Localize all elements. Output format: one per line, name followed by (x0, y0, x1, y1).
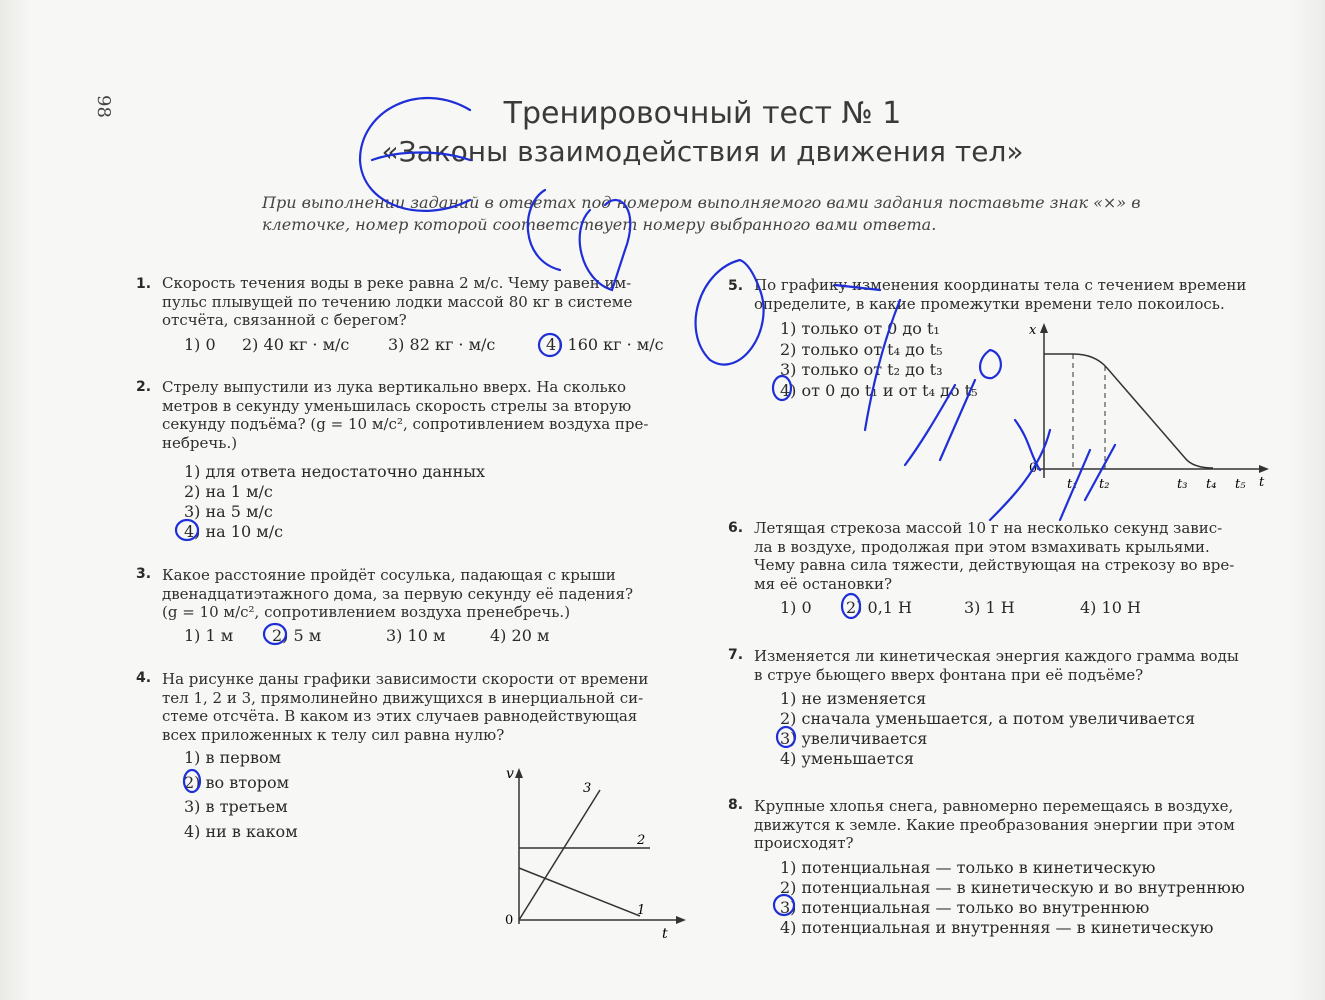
tick-t5: t₅ (1235, 477, 1246, 492)
line-label-3: 3 (583, 781, 592, 796)
origin-label: 0 (1029, 461, 1038, 476)
velocity-time-graph (490, 764, 690, 944)
instructions: При выполнении заданий в ответах под номером выполняемого вами задания поставьте знак «×» в клеточке, номер которой соответствует номеру выбранного вами ответа. (262, 193, 1141, 234)
question-text: Стрелу выпустили из лука вертикально вверх. На сколько метров в секунду уменьшилась скорость стрелы за вторую секунду подъёма? (g = 10 м/с², сопротивлением воздуха пре- небречь.) (162, 378, 649, 452)
answer-option: 4) потенциальная и внутренняя — в кинетическую (780, 918, 1214, 937)
answer-option: 4) ни в каком (184, 822, 298, 841)
t-axis-label: t (1259, 475, 1265, 490)
answer-option: 3) потенциальная — только во внутреннюю (780, 898, 1150, 917)
answer-option: 1) для ответа недостаточно данных (184, 462, 486, 481)
answer-option: 3) на 5 м/с (184, 502, 273, 521)
answer-option: 2) сначала уменьшается, а потом увеличивается (780, 709, 1196, 728)
answer-option: 1) только от 0 до t₁ (780, 319, 940, 338)
question-number: 1. (136, 276, 152, 292)
coordinate-time-graph (1015, 318, 1275, 496)
tick-t1: t₁ (1067, 477, 1078, 492)
test-subtitle: «Законы взаимодействия и движения тел» (381, 135, 1024, 168)
graph-line-3 (519, 790, 600, 920)
v-axis-label: v (506, 766, 514, 782)
answer-option: 1) 0 (184, 335, 216, 354)
question-text: По графику изменения координаты тела с течением времени определите, в какие промежутки времени тело покоилось. (754, 276, 1247, 313)
answer-option: 2) 0,1 Н (846, 598, 912, 617)
question-number: 4. (136, 670, 152, 686)
answer-option: 4) уменьшается (780, 749, 914, 768)
answer-option: 3) увеличивается (780, 729, 928, 748)
test-title: Тренировочный тест № 1 (503, 96, 902, 131)
answer-option: 4) 160 кг · м/с (546, 335, 664, 354)
answer-option: 3) 82 кг · м/с (388, 335, 496, 354)
question-number: 7. (728, 647, 744, 663)
answer-option: 1) 1 м (184, 626, 234, 645)
question-number: 2. (136, 379, 152, 395)
answer-option: 2) на 1 м/с (184, 482, 273, 501)
answer-option: 3) только от t₂ до t₃ (780, 360, 943, 379)
answer-option: 1) в первом (184, 748, 282, 767)
question-text: Летящая стрекоза массой 10 г на несколько секунд завис- ла в воздухе, продолжая при этом взмахивать крыльями. Чему равна сила тяжести, действующая на стрекозу во вре- мя её остановки? (754, 519, 1235, 593)
x-axis-arrow (1040, 323, 1048, 333)
answer-option: 3) в третьем (184, 797, 288, 816)
answer-option: 2) во втором (184, 773, 290, 792)
answer-option: 4) 10 Н (1080, 598, 1141, 617)
answer-option: 1) потенциальная — только в кинетическую (780, 858, 1156, 877)
x-axis-label: x (1029, 323, 1037, 338)
page-number: 98 (92, 95, 114, 118)
answer-option: 2) 5 м (272, 626, 322, 645)
t-axis-label: t (662, 926, 668, 942)
t-axis-arrow (676, 916, 686, 924)
tick-t4: t₄ (1206, 477, 1217, 492)
answer-option: 1) 0 (780, 598, 812, 617)
question-number: 8. (728, 797, 744, 813)
answer-option: 4) на 10 м/с (184, 522, 284, 541)
question-text: На рисунке даны графики зависимости скорости от времени тел 1, 2 и 3, прямолинейно движущихся в инерциальной си- стеме отсчёта. В каком из этих случаев равнодействующая всех приложенных к телу сил равна нулю? (162, 670, 649, 744)
line-label-1: 1 (637, 903, 646, 918)
question-text: Какое расстояние пройдёт сосулька, падающая с крыши двенадцатиэтажного дома, за первую секунду её падения? (g = 10 м/с², сопротивлением воздуха пренебречь.) (162, 566, 634, 621)
question-number: 6. (728, 520, 744, 536)
v-axis-arrow (515, 768, 523, 778)
question-number: 3. (136, 566, 152, 582)
answer-option: 4) от 0 до t₁ и от t₄ до t₅ (780, 381, 978, 400)
question-number: 5. (728, 278, 744, 294)
answer-option: 3) 10 м (386, 626, 446, 645)
question-text: Скорость течения воды в реке равна 2 м/с. Чему равен им- пульс плывущей по течению лодки массой 80 кг в системе отсчёта, связанной с берегом? (162, 274, 633, 329)
t-axis-arrow (1259, 465, 1269, 473)
answer-option: 2) только от t₄ до t₅ (780, 340, 943, 359)
question-text: Крупные хлопья снега, равномерно перемещаясь в воздухе, движутся к земле. Какие преобразования энергии при этом происходят? (754, 797, 1235, 852)
tick-t3: t₃ (1177, 477, 1188, 492)
origin-label: 0 (505, 913, 514, 928)
answer-option: 1) не изменяется (780, 689, 927, 708)
question-text: Изменяется ли кинетическая энергия каждого грамма воды в струе бьющего вверх фонтана при её подъёме? (754, 647, 1239, 684)
answer-option: 2) потенциальная — в кинетическую и во внутреннюю (780, 878, 1245, 897)
tick-t2: t₂ (1099, 477, 1110, 492)
answer-option: 3) 1 Н (964, 598, 1015, 617)
answer-option: 4) 20 м (490, 626, 550, 645)
answer-option: 2) 40 кг · м/с (242, 335, 350, 354)
coordinate-curve (1044, 354, 1213, 468)
line-label-2: 2 (637, 833, 646, 848)
